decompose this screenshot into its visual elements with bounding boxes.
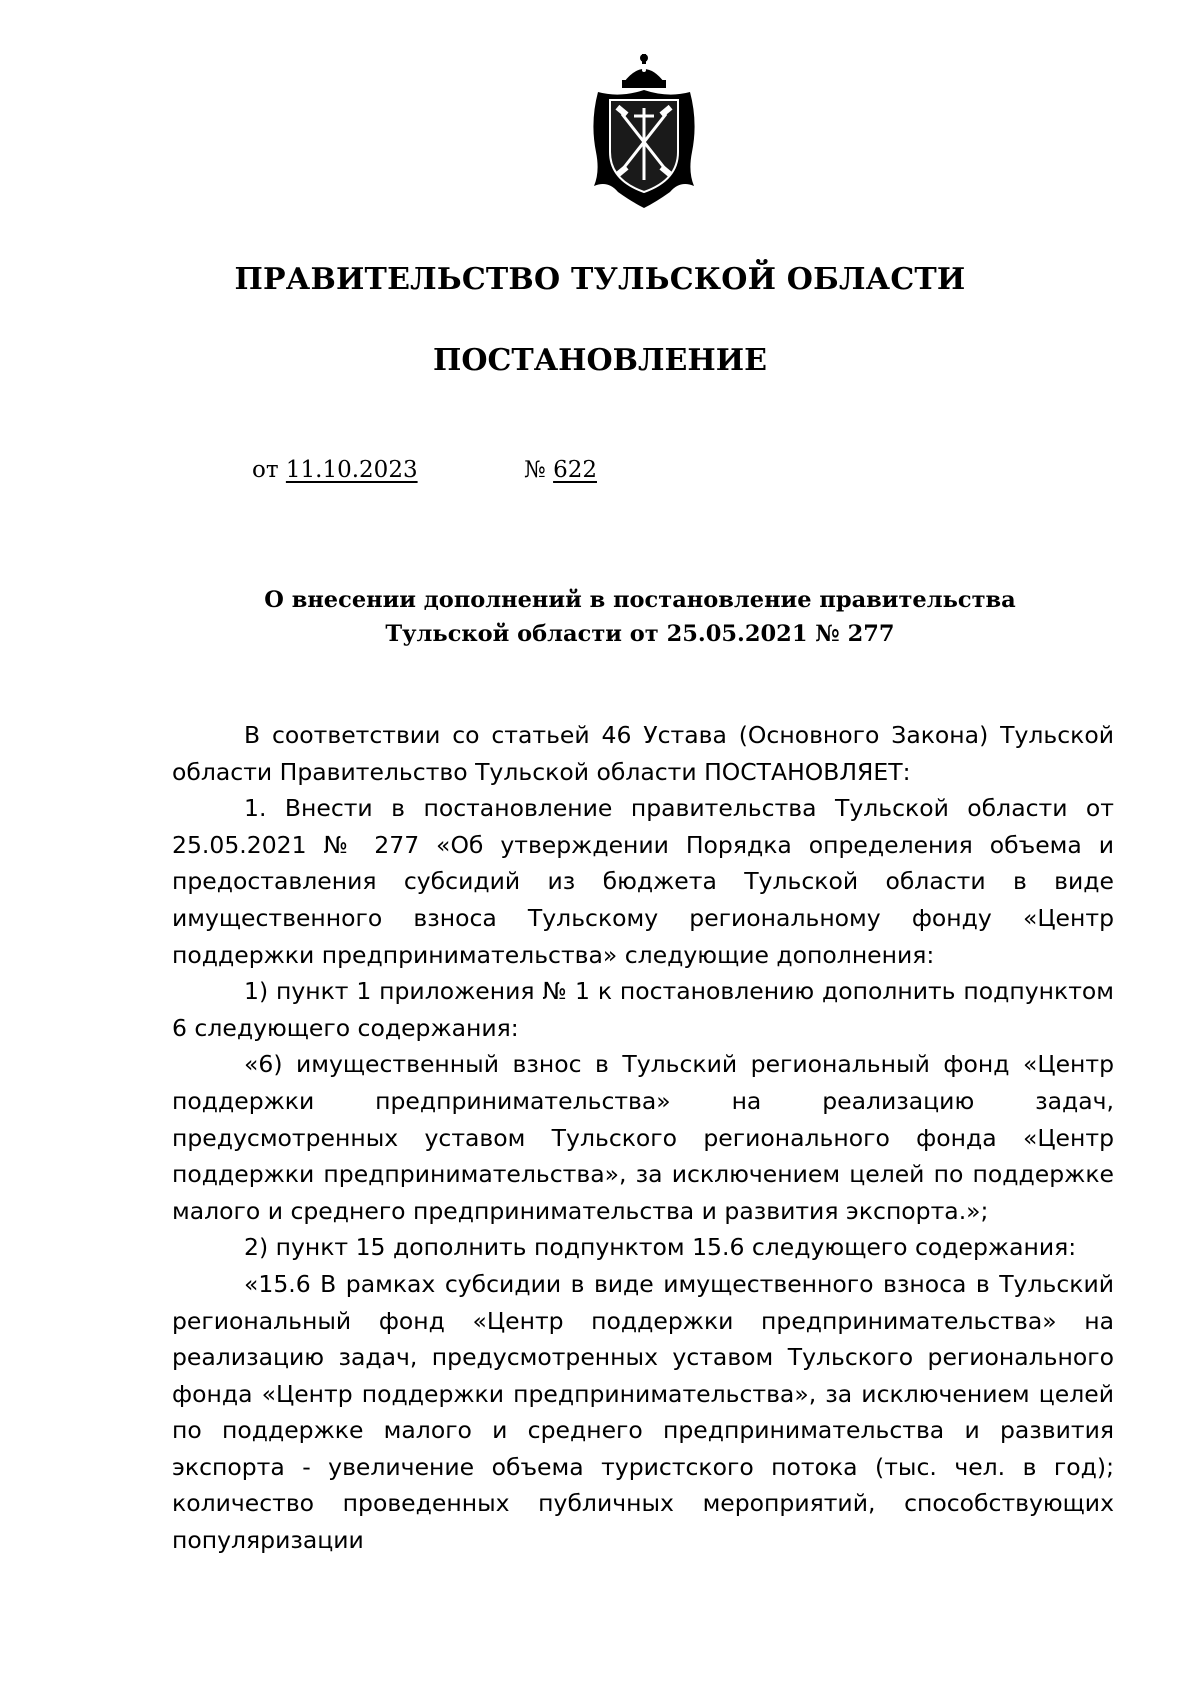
body-paragraph: 1. Внести в постановление правительства Тульской области от 25.05.2021 № 277 «Об утверждении Порядка определения объема и предоставления субсидий из бюджета Тульской области в виде имущественного взноса Тульскому региональному фонду «Центр поддержки предпринимательства» следующие дополнения: — [172, 794, 1114, 969]
subject-line-2: Тульской области от 25.05.2021 № 277 — [385, 621, 895, 647]
coat-of-arms-icon — [588, 52, 700, 210]
document-subject — [200, 583, 1080, 651]
date-prefix: от — [252, 457, 279, 483]
number-prefix: № — [524, 457, 546, 483]
body-paragraph: «6) имущественный взнос в Тульский региональный фонд «Центр поддержки предпринимательства» на реализацию задач, предусмотренных уставом Тульского регионального фонда «Центр поддержки предпринимательства», за исключением целей по поддержке малого и среднего предпринимательства и развития экспорта.»; — [172, 1050, 1114, 1225]
body-paragraph: 2) пункт 15 дополнить подпунктом 15.6 следующего содержания: — [244, 1233, 1077, 1262]
document-number — [524, 457, 597, 483]
body-paragraph: 1) пункт 1 приложения № 1 к постановлению дополнить подпунктом 6 следующего содержания: — [172, 977, 1114, 1042]
number-value: 622 — [553, 457, 597, 483]
document-date — [252, 457, 418, 483]
date-value: 11.10.2023 — [285, 457, 418, 483]
subject-line-1: О внесении дополнений в постановление правительства — [264, 587, 1016, 613]
body-paragraph: «15.6 В рамках субсидии в виде имущественного взноса в Тульский региональный фонд «Центр поддержки предпринимательства» на реализацию задач, предусмотренных уставом Тульского регионального фонда «Центр поддержки предпринимательства», за исключением целей по поддержке малого и среднего предпринимательства и развития экспорта - увеличение объема туристского потока (тыс. чел. в год); количество проведенных публичных мероприятий, способствующих популяризации — [172, 1269, 1114, 1555]
organization-title: ПРАВИТЕЛЬСТВО ТУЛЬСКОЙ ОБЛАСТИ — [234, 262, 966, 297]
document-type-title: ПОСТАНОВЛЕНИЕ — [433, 343, 767, 378]
document-body — [172, 717, 1114, 1559]
body-paragraph: В соответствии со статьей 46 Устава (Основного Закона) Тульской области Правительство Тульской области ПОСТАНОВЛЯЕТ: — [172, 721, 1114, 786]
